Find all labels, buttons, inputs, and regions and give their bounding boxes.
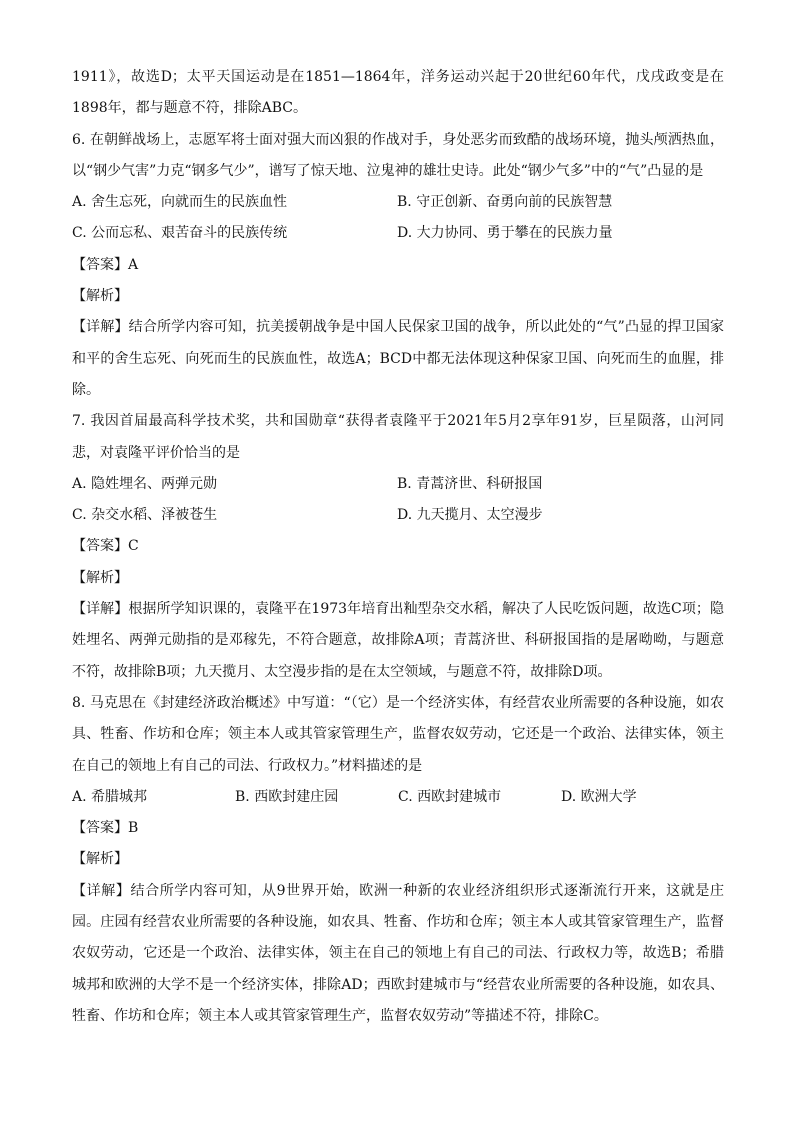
question-7-stem: 7. 我因首届最高科学技术奖，共和国勋章“获得者袁隆平于2021年5月2享年91岁，巨星陨落，山河同悲，对袁隆平评价恰当的是 [72, 413, 724, 461]
question-6-options-row-2 [72, 218, 724, 249]
option-c: C. 杂交水稻、泽被苍生 [72, 507, 218, 524]
option-a: A. 舍生忘死，向就而生的民族血性 [72, 194, 288, 211]
question-6-answer: 【答案】A [72, 256, 139, 273]
option-b: B. 青蒿济世、科研报国 [397, 475, 543, 492]
question-6-options-row-1 [72, 187, 724, 218]
question-8-answer: 【答案】B [72, 820, 139, 837]
option-c: C. 公而忘私、艰苦奋斗的民族传统 [72, 225, 288, 242]
option-d: D. 大力协同、勇于攀在的民族力量 [397, 225, 613, 242]
question-7-options-row-1 [72, 469, 724, 500]
option-a: A. 隐姓埋名、两弹元勋 [72, 475, 218, 492]
option-d: D. 欧洲大学 [561, 788, 637, 805]
question-6-stem: 6. 在朝鲜战场上，志愿军将士面对强大而凶狠的作战对手，身处恶劣而致酷的战场环境，抛头颅洒热血，以“钢少气害”力克“钢多气少”，谱写了惊天地、泣鬼神的雄壮史诗。此处“钢少气多”中的“气”凸显的是 [72, 131, 724, 179]
option-a: A. 希腊城邦 [72, 788, 148, 805]
question-8-stem: 8. 马克思在《封建经济政治概述》中写道：“（它）是一个经济实体，有经营农业所需要的各种设施，如农具、牲畜、作坊和仓库；领主本人或其管家管理生产，监督农奴劳动，它还是一个政治、法律实体，领主在自己的领地上有自己的司法、行政权力。”材料描述的是 [72, 694, 724, 774]
question-8-detail: 【详解】结合所学内容可知，从9世界开始，欧洲一种新的农业经济组织形式逐渐流行开来，这就是庄园。庄园有经营农业所需要的各种设施，如农具、牲畜、作坊和仓库；领主本人或其管家管理生产，监督农奴劳动，它还是一个政治、法律实体，领主在自己的领地上有自己的司法、行政权力等，故选B；希腊城邦和欧洲的大学不是一个经济实体，排除AD；西欧封建城市与“经营农业所需要的各种设施，如农具、牲畜、作坊和仓库；领主本人或其管家管理生产，监督农奴劳动”等描述不符，排除C。 [72, 882, 724, 1024]
question-6-analysis-label: 【解析】 [72, 288, 128, 305]
question-6-detail: 【详解】结合所学内容可知，抗美援朝战争是中国人民保家卫国的战争，所以此处的“气”凸显的捍卫国家和平的舍生忘死、向死而生的民族血性，故选A；BCD中都无法体现这种保家卫国、向死而生的血腥，排除。 [72, 319, 724, 398]
question-7-detail: 【详解】根据所学知识课的，袁隆平在1973年培育出籼型杂交水稻，解决了人民吃饭问题，故选C项；隐姓埋名、两弹元勋指的是邓稼先，不符合题意，故排除A项；青蒿济世、科研报国指的是屠呦呦，与题意不符，故排除B项；九天揽月、太空漫步指的是在太空领域，与题意不符，故排除D项。 [72, 601, 724, 680]
option-b: B. 西欧封建庄园 [235, 788, 339, 805]
question-7-options-row-2 [72, 500, 724, 531]
question-7-analysis-label: 【解析】 [72, 569, 128, 586]
option-d: D. 九天揽月、太空漫步 [397, 507, 543, 524]
option-b: B. 守正创新、奋勇向前的民族智慧 [397, 194, 613, 211]
question-8-analysis-label: 【解析】 [72, 851, 128, 868]
question-7-answer: 【答案】C [72, 538, 139, 555]
option-c: C. 西欧封建城市 [398, 788, 502, 805]
question-8-options-row [72, 782, 724, 813]
document-page [72, 62, 724, 1032]
intro-paragraph: 1911》，故选D；太平天国运动是在1851—1864年，洋务运动兴起于20世纪60年代，戊戌政变是在1898年，都与题意不符，排除ABC。 [72, 69, 724, 117]
